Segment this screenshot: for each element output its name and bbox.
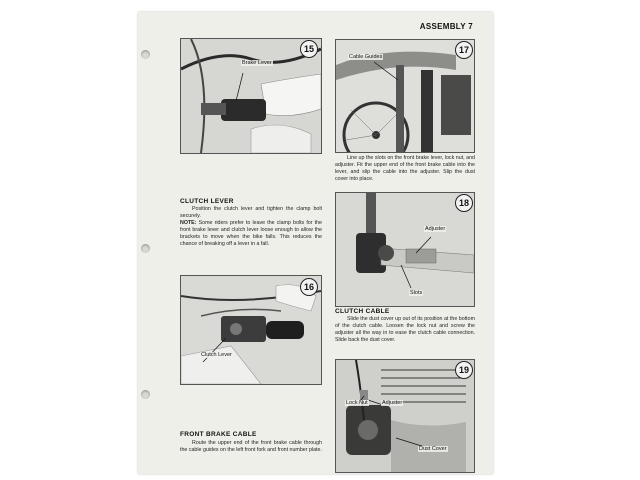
binder-hole <box>141 50 150 59</box>
manual-page <box>138 12 493 474</box>
figure-19-callout-adjuster: Adjuster <box>382 400 403 406</box>
figure-18-callout-slots: Slots <box>410 290 423 296</box>
note-label: NOTE: <box>180 220 197 226</box>
figure-15-photo <box>180 38 322 154</box>
binder-hole <box>141 390 150 399</box>
figure-15-number: 15 <box>300 40 318 58</box>
figure-19-callout-lock-nut: Lock Nut <box>346 400 368 406</box>
note-text: Some riders prefer to leave the clamp bolts for the front brake lever and clutch lever loose enough to allow the brackets to move when the bike falls. This reduces the chance of breaking off a lever in a fall. <box>180 220 322 247</box>
page-header: ASSEMBLY 7 <box>419 22 473 31</box>
figure-19-number: 19 <box>455 361 473 379</box>
figure-18-callout-adjuster: Adjuster <box>425 226 446 232</box>
figure-17-callout: Cable Guides <box>349 54 383 60</box>
figure-16-callout: Clutch Lever <box>201 352 232 358</box>
clutch-lever-note <box>180 220 322 248</box>
clutch-lever-body: Position the clutch lever and tighten the clamp bolt securely. <box>180 206 322 219</box>
figure-17-caption: Line up the slots on the front brake lever, lock nut, and adjuster. Fit the upper end of the front brake cable into the lever, and slip the cable into the adjuster. Slip the dust cover into place. <box>335 155 475 182</box>
figure-16-number: 16 <box>300 278 318 296</box>
figure-15-callout: Brake Lever <box>242 60 272 66</box>
front-brake-cable-heading: FRONT BRAKE CABLE <box>180 431 257 438</box>
figure-18-photo <box>335 192 475 307</box>
figure-19-callout-dust-cover: Dust Cover <box>419 446 447 452</box>
clutch-cable-body: Slide the dust cover up out of its position at the bottom of the clutch cable. Loosen the lock nut and screw the adjuster all the way in to ease the clutch cable connection. Slide back the dust cover. <box>335 316 475 343</box>
figure-19-photo <box>335 359 475 473</box>
figure-17-number: 17 <box>455 41 473 59</box>
binder-hole <box>141 244 150 253</box>
clutch-cable-heading: CLUTCH CABLE <box>335 308 390 315</box>
figure-18-number: 18 <box>455 194 473 212</box>
front-brake-cable-body: Route the upper end of the front brake cable through the cable guides on the left front fork and front number plate. <box>180 440 322 453</box>
clutch-lever-heading: CLUTCH LEVER <box>180 198 234 205</box>
